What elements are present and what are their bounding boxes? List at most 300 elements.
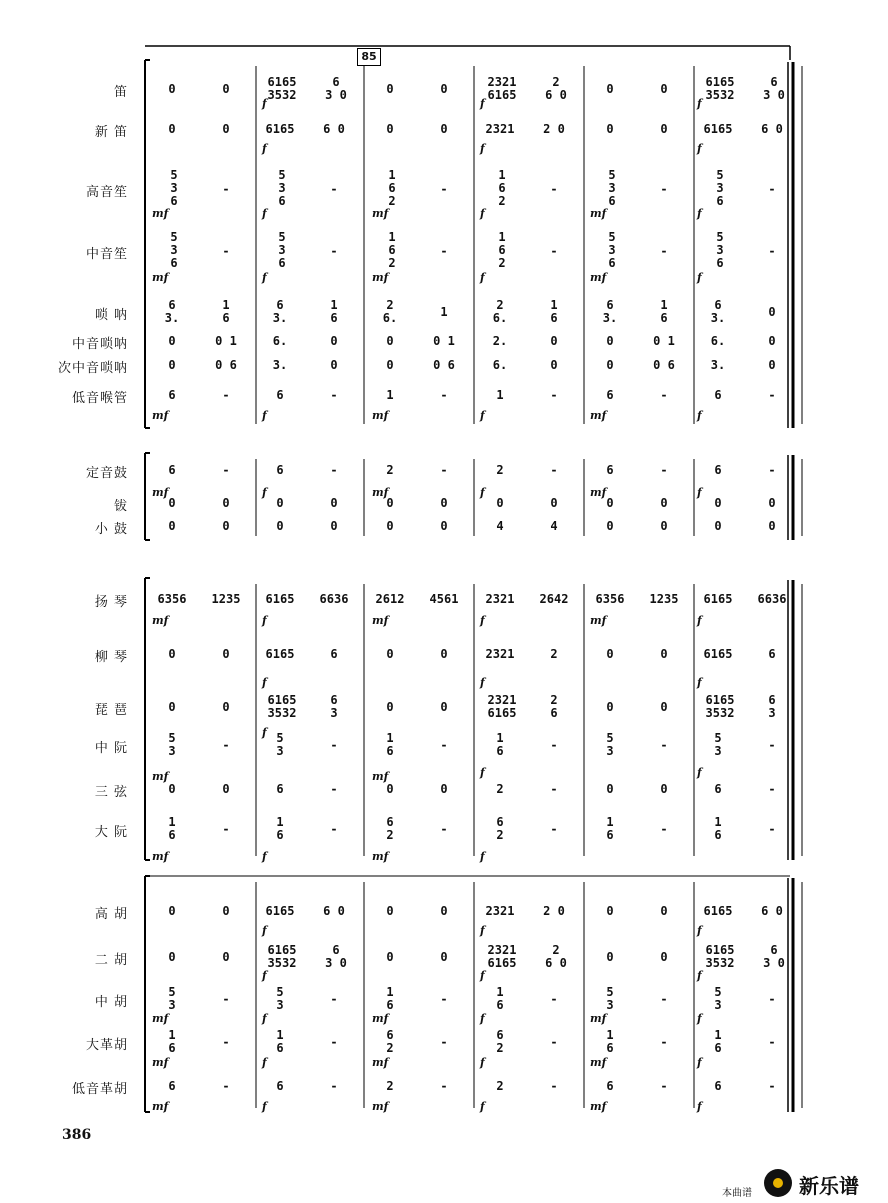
note-cell: 0: [168, 334, 176, 348]
note-cell: 0: [330, 358, 338, 372]
dynamic-marking: mf: [372, 850, 389, 863]
note-cell: 1 6: [386, 731, 394, 758]
note-cell: 2321 6165: [487, 943, 517, 970]
note-cell: 0: [386, 950, 394, 964]
site-logo[interactable]: [762, 1166, 882, 1200]
note-cell: 2: [386, 463, 394, 477]
note-cell: 6: [276, 782, 284, 796]
note-cell: 0: [768, 496, 776, 510]
instrument-label-gaohu: 高 胡: [94, 907, 128, 922]
dynamic-marking: mf: [372, 207, 389, 220]
note-cell: 0: [222, 647, 230, 661]
dynamic-marking: f: [262, 1100, 267, 1113]
note-cell: 6: [276, 388, 284, 402]
dynamic-marking: mf: [590, 1056, 607, 1069]
dynamic-marking: f: [480, 409, 485, 422]
dynamic-marking: f: [697, 207, 702, 220]
note-cell: 0: [714, 519, 722, 533]
note-cell: 2: [496, 782, 504, 796]
dynamic-marking: f: [480, 614, 485, 627]
dynamic-marking: mf: [152, 409, 169, 422]
note-cell: -: [550, 244, 558, 258]
note-cell: 5 3: [714, 731, 722, 758]
note-cell: 0: [222, 782, 230, 796]
instrument-label-gaoyinsheng: 高音笙: [85, 185, 128, 200]
note-cell: 1 6: [276, 815, 284, 842]
note-cell: 6165: [265, 592, 295, 606]
dynamic-marking: f: [697, 924, 702, 937]
note-cell: 6 2: [496, 1028, 504, 1055]
dynamic-marking: mf: [152, 614, 169, 627]
note-cell: 6: [606, 463, 614, 477]
dynamic-marking: mf: [152, 1100, 169, 1113]
note-cell: -: [330, 1079, 338, 1093]
note-cell: 0: [660, 496, 668, 510]
note-cell: 4: [496, 519, 504, 533]
dynamic-marking: f: [480, 486, 485, 499]
note-cell: -: [768, 463, 776, 477]
note-cell: -: [550, 182, 558, 196]
note-cell: 1 6: [386, 985, 394, 1012]
note-cell: -: [222, 1079, 230, 1093]
note-cell: 0 6: [653, 358, 675, 372]
note-cell: 6 0: [323, 122, 345, 136]
note-cell: 0: [168, 904, 176, 918]
instrument-label-zhongruan: 中 阮: [94, 741, 128, 756]
note-cell: 0: [440, 904, 448, 918]
dynamic-marking: f: [262, 409, 267, 422]
instrument-label-sanxian: 三 弦: [94, 785, 128, 800]
note-cell: -: [550, 992, 558, 1006]
note-cell: 6: [168, 1079, 176, 1093]
instrument-label-erhu: 二 胡: [94, 953, 128, 968]
note-cell: 0: [660, 700, 668, 714]
note-cell: 2642: [539, 592, 569, 606]
dynamic-marking: f: [262, 1012, 267, 1025]
note-cell: 0: [330, 519, 338, 533]
note-cell: 2 6: [550, 693, 558, 720]
note-cell: 6356: [157, 592, 187, 606]
note-cell: 0 6: [215, 358, 237, 372]
note-cell: 2321: [485, 122, 515, 136]
note-cell: 0: [606, 782, 614, 796]
note-cell: 0: [440, 700, 448, 714]
note-cell: -: [222, 1035, 230, 1049]
note-cell: 6 2: [496, 815, 504, 842]
note-cell: 0: [714, 496, 722, 510]
note-cell: 2321 6165: [487, 75, 517, 102]
instrument-label-xindi: 新 笛: [94, 125, 128, 140]
note-cell: -: [550, 782, 558, 796]
dynamic-marking: mf: [152, 271, 169, 284]
note-cell: 6165: [703, 904, 733, 918]
dynamic-marking: mf: [590, 486, 607, 499]
note-cell: 0: [606, 334, 614, 348]
instrument-label-diyingehu: 低音革胡: [71, 1082, 128, 1097]
note-cell: 6: [714, 1079, 722, 1093]
note-cell: 0: [222, 904, 230, 918]
dynamic-marking: mf: [590, 271, 607, 284]
note-cell: 0: [606, 82, 614, 96]
note-cell: 6165 3532: [705, 75, 735, 102]
footer-note: 本曲谱: [722, 1188, 752, 1199]
note-cell: 0: [606, 700, 614, 714]
note-cell: 2: [496, 1079, 504, 1093]
dynamic-marking: f: [262, 614, 267, 627]
note-cell: 0: [168, 82, 176, 96]
note-cell: 5 3: [276, 731, 284, 758]
note-cell: -: [768, 244, 776, 258]
note-cell: 5 3: [276, 985, 284, 1012]
note-cell: 6: [168, 463, 176, 477]
note-cell: 0: [386, 334, 394, 348]
note-cell: 0: [768, 334, 776, 348]
dynamic-marking: mf: [372, 1012, 389, 1025]
note-cell: 0: [168, 358, 176, 372]
note-cell: -: [550, 463, 558, 477]
note-cell: 6165 3532: [267, 75, 297, 102]
note-cell: 6165: [703, 122, 733, 136]
note-cell: 0: [660, 950, 668, 964]
note-cell: -: [440, 992, 448, 1006]
note-cell: -: [550, 738, 558, 752]
note-cell: 6: [714, 463, 722, 477]
note-cell: 5 3 6: [608, 230, 616, 270]
dynamic-marking: f: [480, 1100, 485, 1113]
note-cell: 5 3 6: [170, 168, 178, 208]
note-cell: -: [330, 244, 338, 258]
note-cell: -: [660, 463, 668, 477]
instrument-label-suona: 唢 呐: [94, 308, 128, 323]
dynamic-marking: f: [262, 207, 267, 220]
note-cell: 5 3 6: [716, 230, 724, 270]
note-cell: 6: [714, 388, 722, 402]
note-cell: 3.: [272, 358, 288, 372]
note-cell: 1235: [649, 592, 679, 606]
note-cell: 0: [222, 950, 230, 964]
note-cell: -: [440, 1035, 448, 1049]
dynamic-marking: mf: [152, 1056, 169, 1069]
note-cell: 0: [606, 647, 614, 661]
note-cell: 1 6 2: [498, 230, 506, 270]
dynamic-marking: f: [480, 850, 485, 863]
dynamic-marking: f: [262, 142, 267, 155]
instrument-label-zhongsuona: 中音唢呐: [71, 337, 128, 352]
dynamic-marking: mf: [372, 770, 389, 783]
note-cell: 0: [440, 82, 448, 96]
note-cell: 6 3 0: [325, 75, 347, 102]
note-cell: 0 1: [433, 334, 455, 348]
note-cell: 5 3 6: [716, 168, 724, 208]
note-cell: 6: [714, 782, 722, 796]
note-cell: 5 3 6: [170, 230, 178, 270]
note-cell: 0: [168, 647, 176, 661]
note-cell: -: [660, 1035, 668, 1049]
note-cell: 6: [606, 388, 614, 402]
note-cell: 0: [660, 82, 668, 96]
note-cell: 0: [606, 122, 614, 136]
dynamic-marking: f: [480, 142, 485, 155]
dynamic-marking: f: [262, 969, 267, 982]
note-cell: 0: [440, 782, 448, 796]
note-cell: 0: [768, 358, 776, 372]
dynamic-marking: f: [480, 97, 485, 110]
note-cell: 0: [550, 334, 558, 348]
dynamic-marking: f: [697, 1100, 702, 1113]
note-cell: -: [660, 182, 668, 196]
note-cell: -: [660, 1079, 668, 1093]
dynamic-marking: f: [697, 486, 702, 499]
note-cell: 1: [496, 388, 504, 402]
dynamic-marking: f: [697, 676, 702, 689]
dynamic-marking: mf: [590, 1100, 607, 1113]
note-cell: 6 2: [386, 815, 394, 842]
note-cell: 0: [660, 122, 668, 136]
note-cell: 4561: [429, 592, 459, 606]
note-cell: 0: [276, 519, 284, 533]
note-cell: -: [222, 182, 230, 196]
dynamic-marking: f: [697, 614, 702, 627]
note-cell: -: [768, 992, 776, 1006]
note-cell: 5 3 6: [278, 168, 286, 208]
note-cell: 1 6: [168, 815, 176, 842]
note-cell: 5 3: [606, 985, 614, 1012]
instrument-label-xiaogu: 小 鼓: [94, 522, 128, 537]
instrument-label-bo: 钹: [113, 499, 128, 514]
note-cell: 0: [386, 904, 394, 918]
note-cell: -: [330, 463, 338, 477]
note-cell: 6 0: [761, 122, 783, 136]
note-cell: 0 1: [215, 334, 237, 348]
note-cell: 2612: [375, 592, 405, 606]
note-cell: 6165 3532: [267, 943, 297, 970]
note-cell: 0: [660, 782, 668, 796]
note-cell: 6 3.: [272, 298, 288, 325]
note-cell: -: [330, 822, 338, 836]
dynamic-marking: mf: [590, 1012, 607, 1025]
note-cell: 0: [660, 904, 668, 918]
note-cell: -: [768, 388, 776, 402]
note-cell: 0: [386, 782, 394, 796]
dynamic-marking: mf: [372, 1056, 389, 1069]
note-cell: -: [330, 1035, 338, 1049]
note-cell: 5 3: [168, 731, 176, 758]
dynamic-marking: mf: [372, 409, 389, 422]
note-cell: 1 6 2: [388, 230, 396, 270]
note-cell: 6: [276, 463, 284, 477]
note-cell: -: [660, 738, 668, 752]
note-cell: 0: [386, 647, 394, 661]
note-cell: 1 6: [714, 1028, 722, 1055]
note-cell: -: [660, 244, 668, 258]
note-cell: 5 3: [168, 985, 176, 1012]
instrument-label-zhongyinsheng: 中音笙: [85, 247, 128, 262]
note-cell: 0: [168, 122, 176, 136]
rehearsal-mark: 85: [357, 48, 381, 66]
note-cell: -: [768, 182, 776, 196]
logo-text: 新乐谱: [799, 1174, 859, 1198]
note-cell: 6 3 0: [763, 75, 785, 102]
note-cell: -: [330, 992, 338, 1006]
dynamic-marking: mf: [372, 614, 389, 627]
note-cell: 1: [440, 305, 448, 319]
vinyl-disc-icon: [764, 1169, 792, 1197]
note-cell: 0: [222, 122, 230, 136]
note-cell: 0: [222, 82, 230, 96]
note-cell: 6165: [703, 592, 733, 606]
note-cell: -: [768, 1035, 776, 1049]
note-cell: 0: [768, 519, 776, 533]
note-cell: -: [222, 738, 230, 752]
note-cell: 2.: [492, 334, 508, 348]
note-cell: 2 6 0: [545, 75, 567, 102]
note-cell: 6 3: [768, 693, 776, 720]
note-cell: -: [660, 992, 668, 1006]
note-cell: -: [330, 182, 338, 196]
note-cell: 2 0: [543, 122, 565, 136]
dynamic-marking: f: [697, 409, 702, 422]
note-cell: 6: [168, 388, 176, 402]
note-cell: 0: [606, 496, 614, 510]
dynamic-marking: f: [262, 271, 267, 284]
note-cell: 0: [440, 647, 448, 661]
note-cell: -: [550, 388, 558, 402]
note-cell: 5 3 6: [608, 168, 616, 208]
dynamic-marking: mf: [152, 207, 169, 220]
note-cell: 6165 3532: [705, 693, 735, 720]
note-cell: 0: [606, 904, 614, 918]
note-cell: -: [768, 738, 776, 752]
dynamic-marking: f: [480, 271, 485, 284]
note-cell: 6 3: [330, 693, 338, 720]
note-cell: 1 6: [496, 985, 504, 1012]
note-cell: 1 6: [276, 1028, 284, 1055]
note-cell: 0: [386, 358, 394, 372]
note-cell: -: [440, 1079, 448, 1093]
note-cell: 6 3.: [164, 298, 180, 325]
dynamic-marking: f: [697, 766, 702, 779]
note-cell: -: [550, 822, 558, 836]
note-cell: 0: [386, 519, 394, 533]
note-cell: 1 6: [606, 1028, 614, 1055]
note-cell: 6 0: [323, 904, 345, 918]
note-cell: 2 6 0: [545, 943, 567, 970]
note-cell: 0: [496, 496, 504, 510]
note-cell: 1 6: [714, 815, 722, 842]
note-cell: 0: [550, 496, 558, 510]
instrument-label-pipa: 琵 琶: [94, 703, 128, 718]
note-cell: 0: [660, 647, 668, 661]
note-cell: 5 3: [606, 731, 614, 758]
dynamic-marking: f: [262, 97, 267, 110]
note-cell: 1 6: [606, 815, 614, 842]
note-cell: 2 0: [543, 904, 565, 918]
note-cell: -: [768, 782, 776, 796]
note-cell: -: [768, 1079, 776, 1093]
dynamic-marking: f: [480, 676, 485, 689]
dynamic-marking: mf: [152, 770, 169, 783]
instrument-label-di: 笛: [113, 85, 128, 100]
note-cell: 6.: [272, 334, 288, 348]
dynamic-marking: mf: [590, 409, 607, 422]
dynamic-marking: mf: [590, 207, 607, 220]
dynamic-marking: mf: [372, 486, 389, 499]
note-cell: 1 6: [660, 298, 668, 325]
dynamic-marking: f: [697, 1012, 702, 1025]
note-cell: 0: [168, 700, 176, 714]
dynamic-marking: f: [480, 1056, 485, 1069]
note-cell: -: [222, 388, 230, 402]
note-cell: 1 6: [330, 298, 338, 325]
note-cell: 1 6 2: [388, 168, 396, 208]
instrument-label-liuqin: 柳 琴: [94, 650, 128, 665]
note-cell: 0: [168, 782, 176, 796]
dynamic-marking: f: [697, 142, 702, 155]
note-cell: 1 6: [496, 731, 504, 758]
dynamic-marking: mf: [372, 271, 389, 284]
note-cell: 6636: [757, 592, 787, 606]
note-cell: 6: [606, 1079, 614, 1093]
note-cell: 6165 3532: [705, 943, 735, 970]
instrument-label-yangqin: 扬 琴: [94, 595, 128, 610]
note-cell: 0: [276, 496, 284, 510]
note-cell: 0: [606, 950, 614, 964]
note-cell: 6165: [265, 122, 295, 136]
note-cell: 0: [440, 519, 448, 533]
note-cell: -: [660, 388, 668, 402]
note-cell: 6 0: [761, 904, 783, 918]
note-cell: 0: [386, 700, 394, 714]
note-cell: 0: [168, 496, 176, 510]
dynamic-marking: f: [480, 924, 485, 937]
note-cell: 0: [606, 519, 614, 533]
note-cell: 2: [496, 463, 504, 477]
dynamic-marking: f: [262, 850, 267, 863]
note-cell: 2321 6165: [487, 693, 517, 720]
note-cell: 0: [606, 358, 614, 372]
dynamic-marking: f: [262, 676, 267, 689]
note-cell: -: [768, 822, 776, 836]
dynamic-marking: mf: [152, 1012, 169, 1025]
note-cell: 0: [386, 496, 394, 510]
dynamic-marking: f: [697, 271, 702, 284]
note-cell: 0: [168, 950, 176, 964]
note-cell: 6 3.: [710, 298, 726, 325]
dynamic-marking: f: [262, 486, 267, 499]
note-cell: -: [550, 1079, 558, 1093]
note-cell: 0: [168, 519, 176, 533]
note-cell: 0: [550, 358, 558, 372]
note-cell: 2: [550, 647, 558, 661]
dynamic-marking: mf: [590, 614, 607, 627]
note-cell: -: [222, 822, 230, 836]
note-cell: 0: [768, 305, 776, 319]
note-cell: -: [550, 1035, 558, 1049]
note-cell: 0: [222, 496, 230, 510]
note-cell: 6636: [319, 592, 349, 606]
note-cell: 0 6: [433, 358, 455, 372]
instrument-label-daruan: 大 阮: [94, 825, 128, 840]
note-cell: 2 6.: [382, 298, 398, 325]
note-cell: 0 1: [653, 334, 675, 348]
note-cell: 2321: [485, 904, 515, 918]
note-cell: 0: [386, 122, 394, 136]
note-cell: 2321: [485, 647, 515, 661]
note-cell: 6: [768, 647, 776, 661]
note-cell: 0: [386, 82, 394, 96]
note-cell: 0: [440, 950, 448, 964]
dynamic-marking: f: [697, 1056, 702, 1069]
